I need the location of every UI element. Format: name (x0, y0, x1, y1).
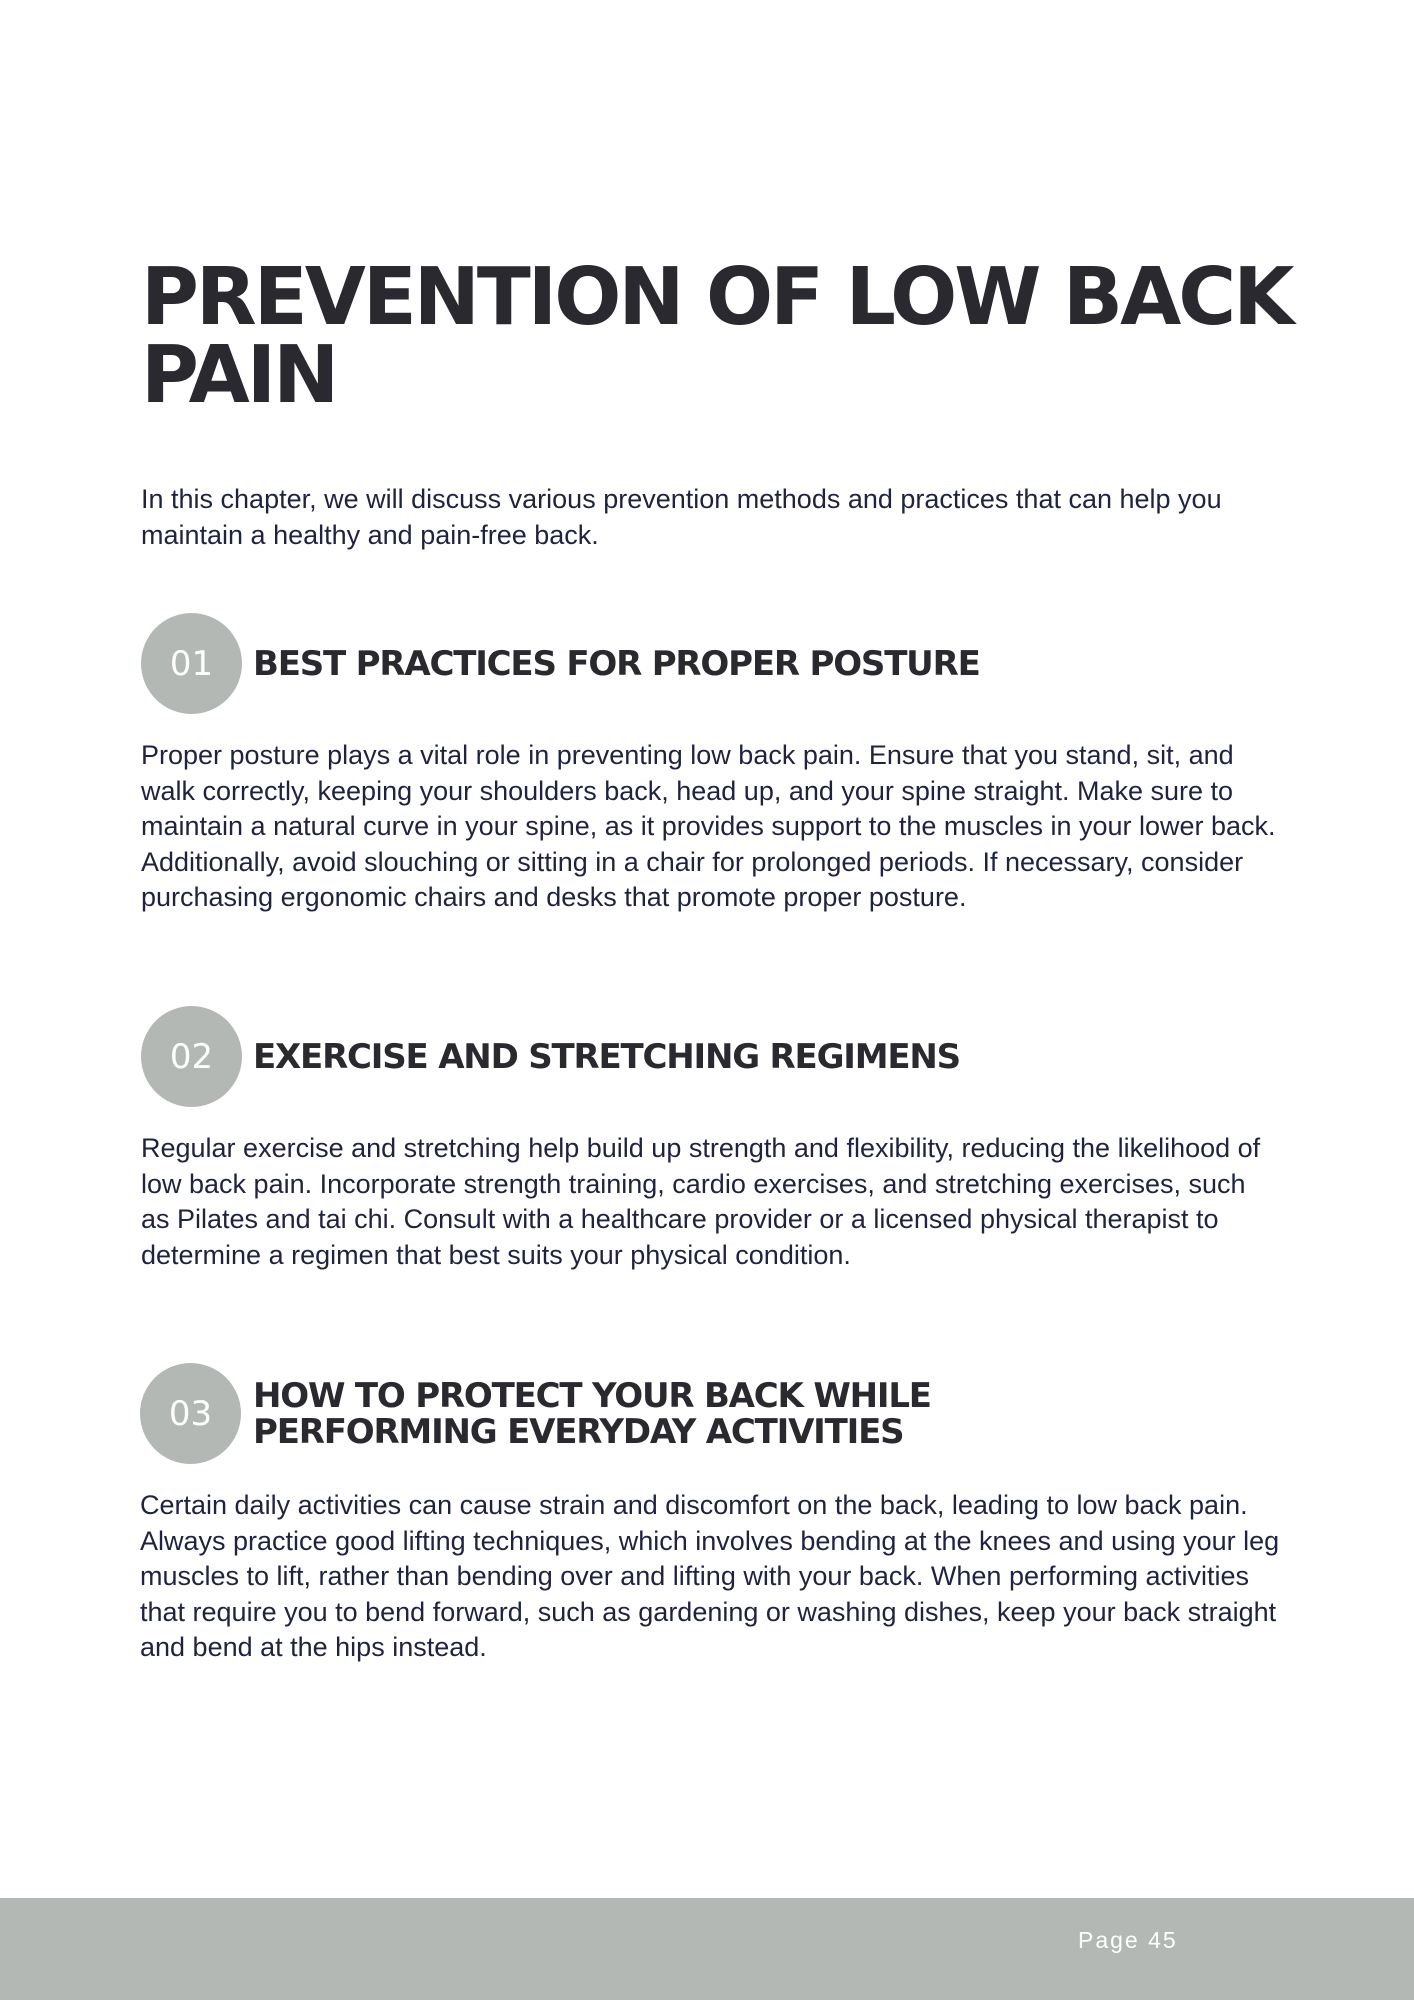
page-number: Page 45 (1078, 1927, 1178, 1953)
section-body: Certain daily activities can cause strain and discomfort on the back, leading to low back pain. Always practice good lifting techniques, which involves bending at the knees and using your leg muscles to lift, rather than bending over and lifting with your back. When performing activities that require you to bend forward, such as gardening or washing dishes, keep your back straight and bend at the hips instead. (140, 1490, 1280, 1662)
section-body: Regular exercise and stretching help build up strength and flexibility, reducing the likelihood of low back pain. Incorporate strength training, cardio exercises, and stretching exercises, such as Pilates and tai chi. Consult with a healthcare provider or a licensed physical therapist to determine a regimen that best suits your physical condition. (141, 1133, 1261, 1270)
section-heading: HOW TO PROTECT YOUR BACK WHILE PERFORMING EVERYDAY ACTIVITIES (253, 1376, 931, 1452)
page-title: PREVENTION OF LOW BACK PAIN (141, 251, 1292, 421)
section-number-badge: 03 (140, 1363, 241, 1464)
section-heading: EXERCISE AND STRETCHING REGIMENS (253, 1037, 960, 1077)
section-number-badge: 02 (141, 1006, 242, 1107)
intro-paragraph: In this chapter, we will discuss various prevention methods and practices that can help you maintain a healthy and pain-free back. (141, 484, 1222, 550)
section-number-badge: 01 (141, 613, 242, 714)
footer-bar (0, 1898, 1414, 2000)
section-heading: BEST PRACTICES FOR PROPER POSTURE (253, 644, 980, 684)
section-body: Proper posture plays a vital role in preventing low back pain. Ensure that you stand, sit, and walk correctly, keeping your shoulders back, head up, and your spine straight. Make sure to maintain a natural curve in your spine, as it provides support to the muscles in your lower back. Additionally, avoid slouching or sitting in a chair for prolonged periods. If necessary, consider purchasing ergonomic chairs and desks that promote proper posture. (141, 740, 1276, 912)
